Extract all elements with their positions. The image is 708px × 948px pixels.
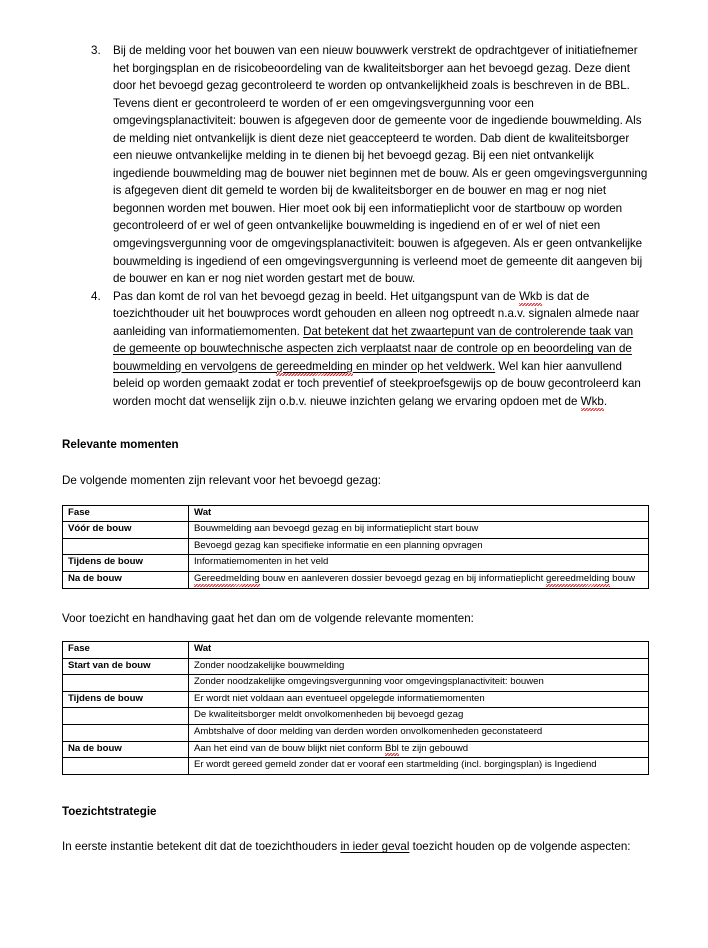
intro-toezichtstrategie [62, 838, 648, 856]
table-column-header: Wat [189, 642, 649, 659]
heading-relevante-momenten: Relevante momenten [62, 438, 179, 452]
underlined-text: in ieder geval [340, 840, 410, 854]
spacer [62, 410, 648, 436]
table-row [63, 708, 649, 725]
text-run: te zijn gebouwd [398, 742, 469, 754]
text-run: Aan het eind van de bouw blijkt niet conform [194, 742, 385, 754]
text-run: Er wordt gereed gemeld zonder dat er vooraf een startmelding (incl. borgingsplan) is Ingediend [194, 759, 597, 771]
table-row [63, 691, 649, 708]
underlined-text: en minder op het veldwerk. [352, 359, 496, 373]
text-run: Informatiemomenten in het veld [194, 556, 329, 568]
spacer [62, 820, 648, 838]
table-cell-what [189, 741, 649, 758]
spellcheck-flagged-word: Bbl [384, 742, 399, 754]
spacer [62, 454, 648, 472]
table-cell-phase: Na de bouw [63, 571, 189, 588]
text-run: Wel kan hier aanvullend beleid op worden gemaakt zodat er toch preventief of steekproefsgewijs op de bouw gecontroleerd kan worden mocht dat wenselijk zijn o.b.v. nieuwe inzichten gelang we ervaring opdoen met de [113, 359, 641, 408]
table-cell-phase [63, 538, 189, 555]
numbered-list [62, 42, 648, 410]
table-column-header: Wat [189, 505, 649, 522]
table-cell-what [189, 522, 649, 539]
table-row [63, 571, 649, 588]
text-run: Bij de melding voor het bouwen van een nieuw bouwwerk verstrekt de opdrachtgever of initiatiefnemer het borgingsplan en de risicobeoordeling van de kwaliteitsborger aan het bevoegd gezag. Deze dient door het bevoegd gezag gecontroleerd te worden op ontvankelijkheid zoals is beschreven in de BBL. Tevens dient er gecontroleerd te worden of er een omgevingsvergunning voor een omgevingsplanactiviteit: bouwen is afgegeven door de gemeente voor de ingediende bouwmelding. Als de melding niet ontvankelijk is dient deze niet geaccepteerd te worden. Dab dient de kwaliteitsborger een nieuwe ontvankelijke melding in te dienen bij het bevoegd gezag. Bij een niet ontvankelijk ingediende bouwmelding mag de bouwer niet beginnen met de bouw. Als er geen omgevingsvergunning is afgegeven dient dit gemeld te worden bij de kwaliteitsborger en de bouwer en mag er nog niet begonnen worden met bouwen. Hier moet ook bij een informatieplicht voor de startbouw op worden gecontroleerd of er wel of geen ontvankelijke bouwmelding is ingediend en of er wel of niet een omgevingsvergunning voor de omgevingsplanactiviteit: bouwen is afgegeven. Als er geen ontvankelijke bouwmelding is ingediend of een omgevingsvergunning is verleend moet de gemeente dit aangeven bij de bouwer en kan er nog niet worden gestart met de bouw. [113, 44, 648, 286]
text-run: Pas dan komt de rol van het bevoegd gezag in beeld. Het uitgangspunt van de [113, 289, 520, 303]
table-cell-phase: Tijdens de bouw [63, 555, 189, 572]
table-cell-what [189, 538, 649, 555]
text-run: Ambtshalve of door melding van derden worden onvolkomenheden geconstateerd [194, 726, 543, 738]
table-row [63, 758, 649, 775]
table-cell-phase: Start van de bouw [63, 658, 189, 675]
spacer [62, 589, 648, 610]
table-row [63, 522, 649, 539]
table-cell-phase [63, 725, 189, 742]
table-cell-phase: Tijdens de bouw [63, 691, 189, 708]
table-cell-what [189, 708, 649, 725]
spellcheck-flagged-word: Wkb [581, 393, 604, 411]
table-row [63, 538, 649, 555]
table-cell-what [189, 758, 649, 775]
table-cell-what [189, 725, 649, 742]
underlined-text: Dat betekent dat het zwaartepunt van de controlerende taak van de gemeente op bouwtechnische aspecten zich verplaatst naar de controle op en beoordeling van de bouwmelding en vervolgens de [113, 324, 634, 373]
table-toezicht-momenten [62, 641, 649, 775]
table-cell-what [189, 555, 649, 572]
table-relevante-momenten [62, 505, 649, 589]
table-cell-what [189, 691, 649, 708]
intro-relevante-momenten: De volgende momenten zijn relevant voor het bevoegd gezag: [62, 474, 382, 488]
text-run: toezicht houden op de volgende aspecten: [409, 840, 631, 854]
text-run: De kwaliteitsborger meldt onvolkomenheden bij bevoegd gezag [194, 709, 464, 721]
intro-toezicht-momenten: Voor toezicht en handhaving gaat het dan om de volgende relevante momenten: [62, 611, 474, 625]
list-item-number: 3. [91, 44, 101, 57]
table-row [63, 741, 649, 758]
text-run: . [603, 394, 608, 408]
table-cell-phase [63, 708, 189, 725]
table-column-header: Fase [63, 642, 189, 659]
text-run: is dat de toezichthouder uit het bouwproces wordt gehouden en alleen nog optreedt n.a.v. signalen almede naar aanleiding van informatiemomenten. [113, 289, 640, 338]
spacer [62, 775, 648, 803]
table-cell-what [189, 571, 649, 588]
table-header-row [63, 642, 649, 659]
heading-toezichtstrategie: Toezichtstrategie [62, 804, 157, 818]
table-cell-phase [63, 675, 189, 692]
list-item-number: 4. [91, 289, 101, 303]
table-row [63, 555, 649, 572]
text-run: Er wordt niet voldaan aan eventueel opgelegde informatiemomenten [194, 692, 485, 704]
table-row [63, 725, 649, 742]
table-cell-what [189, 658, 649, 675]
spellcheck-flagged-word: Gereedmelding [194, 572, 260, 584]
table-row [63, 658, 649, 675]
spellcheck-flagged-word: Wkb [519, 288, 542, 306]
text-run: In eerste instantie betekent dit dat de toezichthouders [62, 840, 341, 854]
table-cell-phase: Na de bouw [63, 741, 189, 758]
list-item-text [113, 44, 647, 285]
table-cell-phase [63, 758, 189, 775]
spacer [62, 490, 648, 505]
spellcheck-flagged-word: gereedmelding [546, 572, 610, 584]
spacer [62, 627, 648, 641]
list-item [62, 42, 648, 288]
list-item-text [113, 290, 641, 408]
text-run: bouw [609, 572, 636, 584]
table-cell-what [189, 675, 649, 692]
table-column-header: Fase [63, 505, 189, 522]
list-item [62, 288, 648, 411]
table-header-row [63, 505, 649, 522]
text-run: Zonder noodzakelijke bouwmelding [194, 659, 345, 671]
table-cell-phase: Vóór de bouw [63, 522, 189, 539]
text-run: Bevoegd gezag kan specifieke informatie en een planning opvragen [194, 539, 483, 551]
text-run: bouw en aanleveren dossier bevoegd gezag en bij informatieplicht [259, 572, 547, 584]
text-run: Bouwmelding aan bevoegd gezag en bij informatieplicht start bouw [194, 523, 479, 535]
spellcheck-flagged-word: gereedmelding [276, 358, 353, 376]
text-run: Zonder noodzakelijke omgevingsvergunning voor omgevingsplanactiviteit: bouwen [194, 676, 544, 688]
table-row [63, 675, 649, 692]
